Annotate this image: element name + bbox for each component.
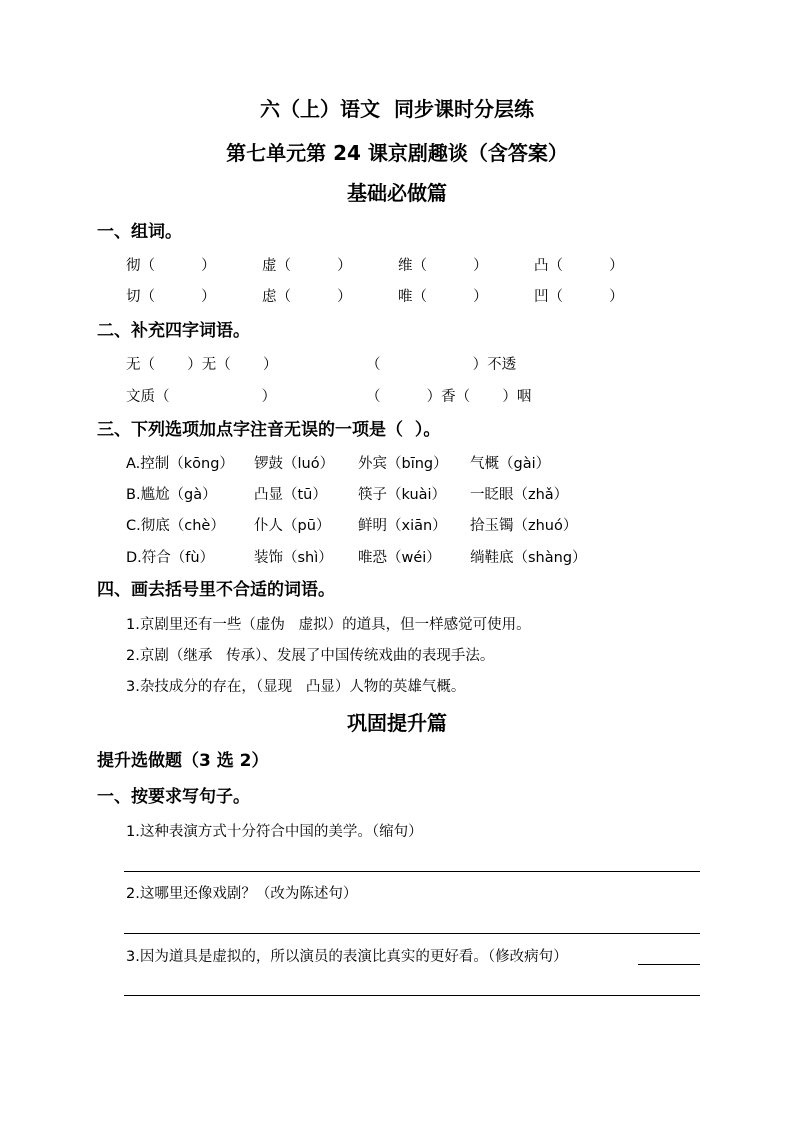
q3-option: D.符合（fù） [126,550,215,566]
section-title-advanced: 巩固提升篇 [347,711,447,735]
q1-item: 维（ ） [398,258,488,274]
q1-item: 虚（ ） [262,258,352,274]
answer-line[interactable] [124,995,700,996]
q4-item: 3.杂技成分的存在，（显现 凸显）人物的英雄气概。 [126,679,466,695]
q3-option: 拾玉镯（zhuó） [470,518,578,534]
answer-line-short[interactable] [638,964,700,965]
q1-item: 切（ ） [126,289,216,305]
q3-heading: 三、下列选项加点字注音无误的一项是（ ）。 [97,420,441,440]
advanced-q1-heading: 一、按要求写句子。 [97,787,250,807]
q3-option: 绱鞋底（shàng） [470,550,587,566]
advanced-item: 2.这哪里还像戏剧？（改为陈述句） [126,886,358,902]
q2-item: 文质（ ） [126,389,277,405]
q4-item: 2.京剧（继承 传承）、发展了中国传统戏曲的表现手法。 [126,648,495,664]
q2-item: 无（ ）无（ ） [126,357,278,373]
q3-option: 气概（gài） [470,456,551,472]
q3-option: 一眨眼（zhǎ） [470,487,569,503]
q1-item: 彻（ ） [126,258,216,274]
q4-heading: 四、画去括号里不合适的词语。 [97,580,335,600]
answer-line[interactable] [124,871,700,872]
q1-item: 唯（ ） [398,289,488,305]
q3-option: 凸显（tū） [254,487,327,503]
q1-item: 凹（ ） [534,289,624,305]
q3-option: 锣鼓（luó） [254,456,335,472]
lesson-title: 第七单元第 24 课京剧趣谈（含答案） [226,141,568,165]
q2-item: （ ）不透 [366,357,517,373]
q3-option: A.控制（kōng） [126,456,234,472]
advanced-subheading: 提升选做题（3 选 2） [97,751,269,771]
q1-heading: 一、组词。 [97,222,182,242]
q1-item: 虑（ ） [262,289,352,305]
q2-heading: 二、补充四字词语。 [97,321,250,341]
advanced-item: 3.因为道具是虚拟的，所以演员的表演比真实的更好看。（修改病句） [126,949,568,965]
q3-option: 仆人（pū） [254,518,331,534]
q3-option: 唯恐（wéi） [358,550,441,566]
q3-option: 外宾（bīng） [358,456,448,472]
q1-item: 凸（ ） [534,258,624,274]
advanced-item: 1.这种表演方式十分符合中国的美学。（缩句） [126,824,423,840]
page-title: 六（上）语文 同步课时分层练 [260,97,534,121]
q3-option: 鲜明（xiān） [358,518,447,534]
q3-option: B.尴尬（gà） [126,487,217,503]
section-title-basic: 基础必做篇 [347,181,447,205]
q2-item: （ ）香（ ）咽 [366,389,532,405]
q3-option: 筷子（kuài） [358,487,447,503]
q3-option: 装饰（shì） [254,550,333,566]
answer-line[interactable] [124,933,700,934]
q3-option: C.彻底（chè） [126,518,225,534]
q4-item: 1.京剧里还有一些（虚伪 虚拟）的道具，但一样感觉可使用。 [126,617,531,633]
